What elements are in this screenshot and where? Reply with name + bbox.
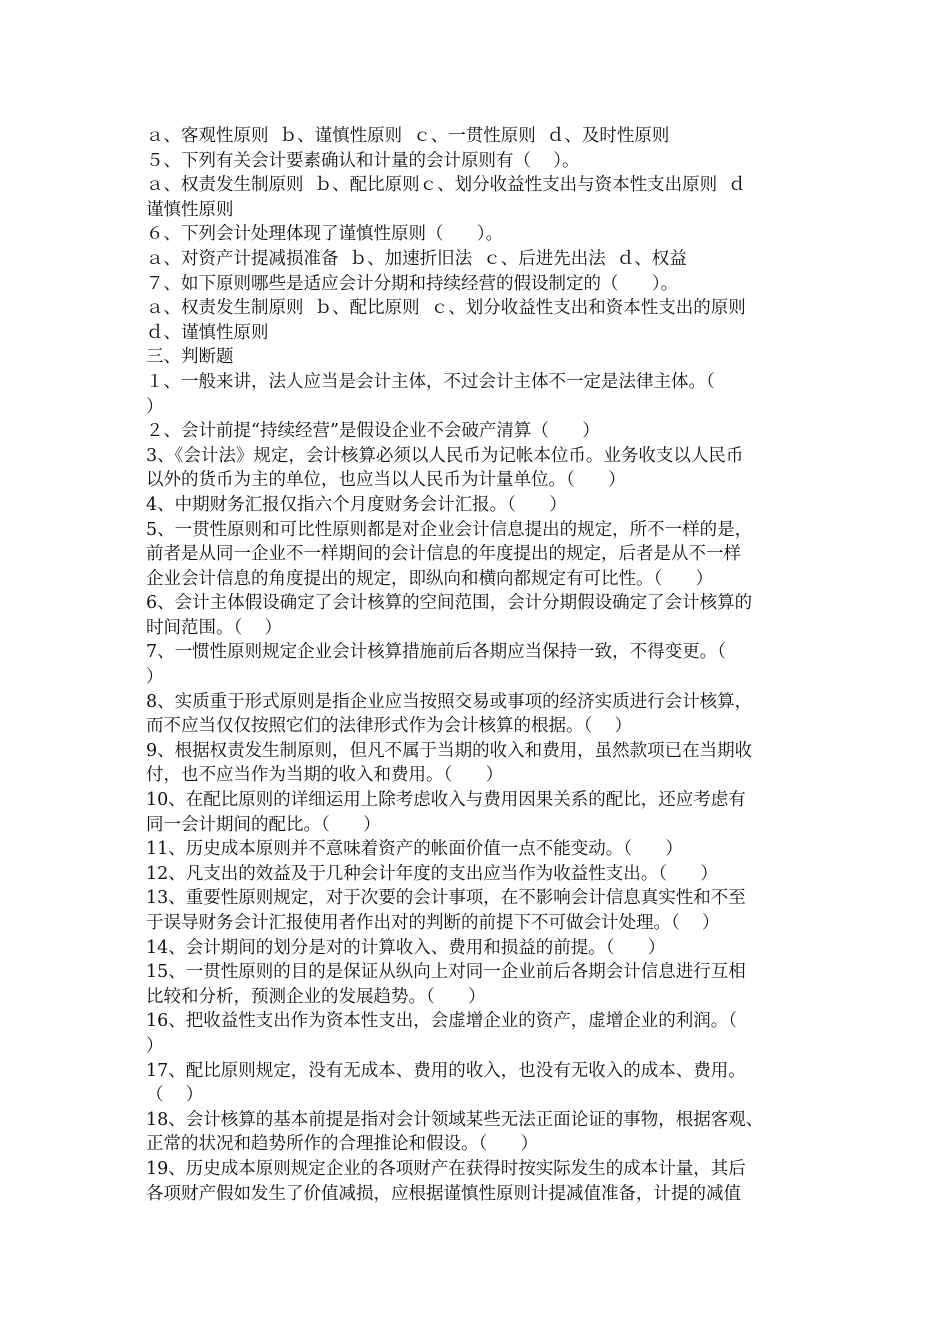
text-line: ２、会计前提“持续经营”是假设企业不会破产清算（ ） xyxy=(146,421,600,442)
text-line: （ ） xyxy=(146,1085,204,1106)
text-line: ７、如下原则哪些是适应会计分期和持续经营的假设制定的（ ）。 xyxy=(146,273,679,294)
text-line: 9、根据权责发生制原则，但凡不属于当期的收入和费用，虽然款项已在当期收 xyxy=(146,740,753,761)
document-body xyxy=(146,124,826,1206)
text-line: 以外的货币为主的单位，也应当以人民币为计量单位。（ ） xyxy=(146,470,626,491)
text-line: ａ、权责发生制原则 ｂ、配比原则ｃ、划分收益性支出与资本性支出原则 ｄ xyxy=(146,175,746,196)
section-heading: 三、判断题 xyxy=(146,347,234,368)
text-line: 谨慎性原则 xyxy=(146,199,234,220)
text-line: 10、在配比原则的详细运用上除考虑收入与费用因果关系的配比，还应考虑有 xyxy=(146,790,746,811)
text-line: 8、实质重于形式原则是指企业应当按照交易或事项的经济实质进行会计核算， xyxy=(146,691,753,712)
text-line: 3、《会计法》规定，会计核算必须以人民币为记帐本位币。业务收支以人民币 xyxy=(146,445,744,466)
text-line: 7、一惯性原则规定企业会计核算措施前后各期应当保持一致，不得变更。（ xyxy=(146,642,726,663)
text-line: ６、下列会计处理体现了谨慎性原则（ ）。 xyxy=(146,224,504,245)
text-line: 比较和分析，预测企业的发展趋势。（ ） xyxy=(146,986,486,1007)
text-line: １、一般来讲，法人应当是会计主体，不过会计主体不一定是法律主体。（ xyxy=(146,371,715,392)
text-line: ５、下列有关会计要素确认和计量的会计原则有（ ）。 xyxy=(146,150,580,171)
text-line: ａ、权责发生制原则 ｂ、配比原则 ｃ、划分收益性支出和资本性支出的原则 xyxy=(146,298,746,319)
text-line: 同一会计期间的配比。（ ） xyxy=(146,814,381,835)
text-line: 正常的状况和趋势所作的合理推论和假设。（ ） xyxy=(146,1134,539,1155)
text-line: 6、会计主体假设确定了会计核算的空间范围，会计分期假设确定了会计核算的 xyxy=(146,593,753,614)
text-line: 时间范围。（ ） xyxy=(146,617,283,638)
text-line: 而不应当仅仅按照它们的法律形式作为会计核算的根据。（ ） xyxy=(146,716,632,737)
text-line: 19、历史成本原则规定企业的各项财产在获得时按实际发生的成本计量，其后 xyxy=(146,1158,746,1179)
text-line: 13、重要性原则规定，对于次要的会计事项，在不影响会计信息真实性和不至 xyxy=(146,888,746,909)
text-line: ） xyxy=(146,396,164,417)
text-line: 15、一贯性原则的目的是保证从纵向上对同一企业前后各期会计信息进行互相 xyxy=(146,962,746,983)
text-line: 12、凡支出的效益及于几种会计年度的支出应当作为收益性支出。（ ） xyxy=(146,863,718,884)
text-line: 企业会计信息的角度提出的规定，即纵向和横向都规定有可比性。（ ） xyxy=(146,568,714,589)
text-line: 14、会计期间的划分是对的计算收入、费用和损益的前提。（ ） xyxy=(146,937,666,958)
text-line: 5、一贯性原则和可比性原则都是对企业会计信息提出的规定，所不一样的是， xyxy=(146,519,753,540)
text-line: ａ、客观性原则 ｂ、谨慎性原则 ｃ、一贯性原则 ｄ、及时性原则 xyxy=(146,126,670,146)
text-line: 前者是从同一企业不一样期间的会计信息的年度提出的规定，后者是从不一样 xyxy=(146,544,741,565)
text-line: ｄ、谨慎性原则 xyxy=(146,322,269,343)
text-line: ） xyxy=(146,1035,164,1056)
text-line: 4、中期财务汇报仅指六个月度财务会计汇报。（ ） xyxy=(146,494,567,515)
text-line: ａ、对资产计提减损准备 ｂ、加速折旧法 ｃ、后进先出法 ｄ、权益 xyxy=(146,248,687,269)
text-line: 16、把收益性支出作为资本性支出，会虚增企业的资产，虚增企业的利润。（ xyxy=(146,1011,738,1032)
text-line: 17、配比原则规定，没有无成本、费用的收入，也没有无收入的成本、费用。 xyxy=(146,1060,746,1081)
text-line: 付，也不应当作为当期的收入和费用。（ ） xyxy=(146,765,504,786)
text-line: ） xyxy=(146,667,164,688)
text-line: 各项财产假如发生了价值减损，应根据谨慎性原则计提减值准备，计提的减值 xyxy=(146,1183,741,1204)
text-line: 18、会计核算的基本前提是指对会计领域某些无法正面论证的事物，根据客观、 xyxy=(146,1109,764,1130)
text-line: 于误导财务会计汇报使用者作出对的判断的前提下不可做会计处理。（ ） xyxy=(146,913,720,933)
text-line: 11、历史成本原则并不意味着资产的帐面价值一点不能变动。（ ） xyxy=(146,839,683,860)
